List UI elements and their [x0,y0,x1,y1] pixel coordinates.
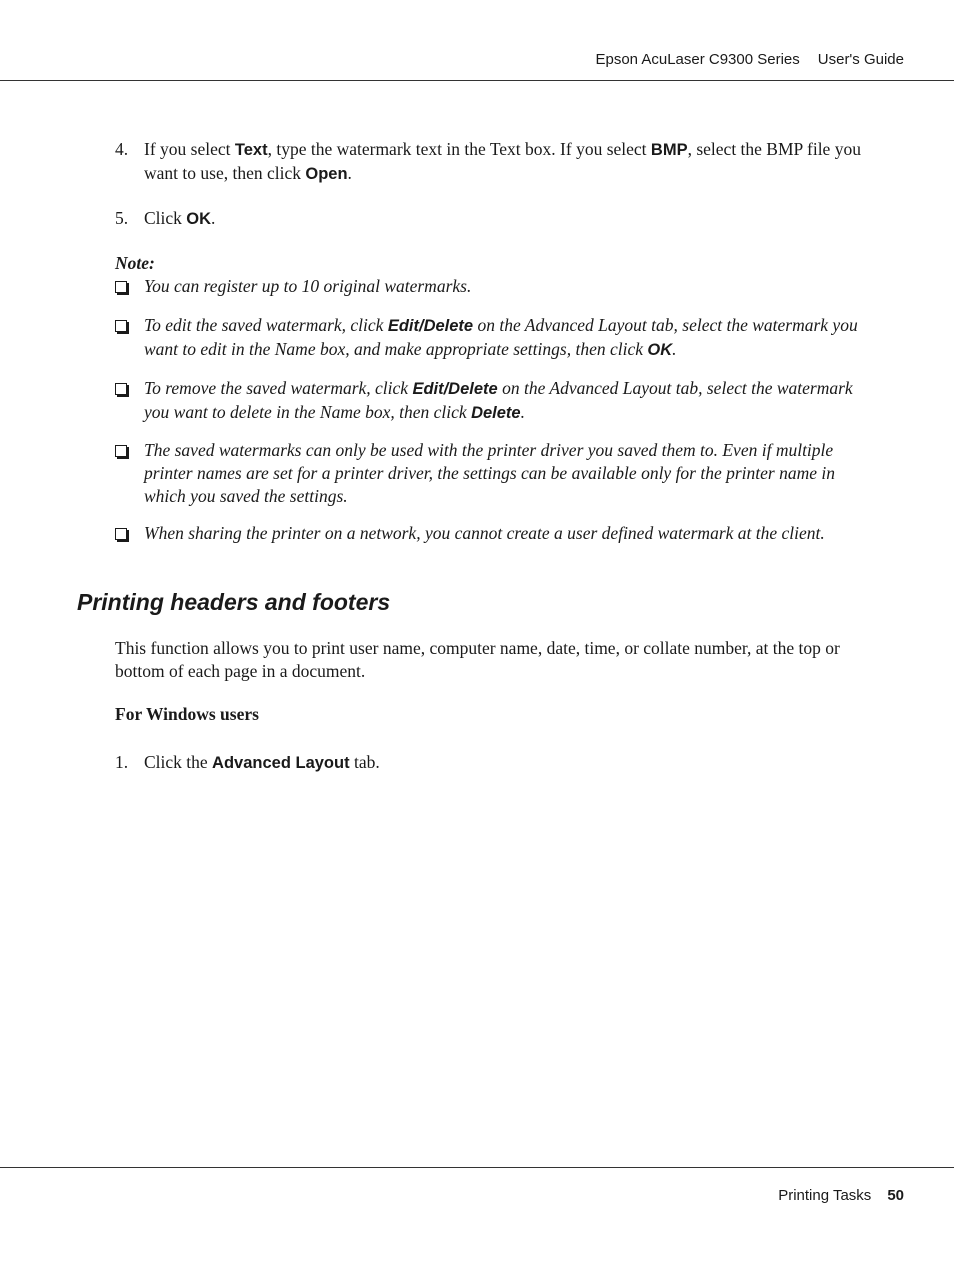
text-run: . [672,339,677,359]
checkbox-bullet-icon [115,281,127,293]
step-1 [115,751,880,775]
header-rule [0,80,954,81]
section-intro: This function allows you to print user name, computer name, date, time, or collate number, at the top or bottom of each page in a document. [115,638,840,681]
checkbox-bullet-icon [115,320,127,332]
note-item [115,275,880,298]
ui-term: BMP [650,141,688,159]
ui-term: Edit/Delete [412,380,498,398]
text-run: Click [144,208,187,228]
text-run: . [520,402,525,422]
text-run: You can register up to 10 original watermarks. [144,276,472,296]
running-footer [778,1187,904,1204]
section-title: Printing headers and footers [77,589,391,615]
text-run: When sharing the printer on a network, you cannot create a user defined watermark at the client. [144,523,825,543]
text-run: , type the watermark text in the Text box. If you select [267,139,651,159]
footer-rule [0,1167,954,1168]
text-run: The saved watermarks can only be used with the printer driver you saved them to. Even if multiple printer names are set for a printer driver, the settings can be available only for the printer name in which you saved the settings. [144,440,836,506]
ui-term: Delete [471,404,521,422]
footer-chapter: Printing Tasks [778,1187,872,1204]
step-4 [115,138,880,186]
note-item [115,314,880,362]
step-text [144,207,880,231]
step-text [144,751,880,775]
ui-term: OK [186,210,212,228]
ui-term: Open [305,165,348,183]
step-text [144,138,880,186]
running-header [595,51,904,68]
note-text [144,314,880,362]
header-guide: User's Guide [817,51,904,68]
text-run: , select the BMP file you want to use, then click [144,139,861,183]
header-product: Epson AcuLaser C9300 Series [595,51,800,68]
ui-term: Edit/Delete [387,317,474,335]
step-number: 5. [115,208,129,228]
ui-term: OK [647,341,673,359]
text-run: on the Advanced Layout tab, select the watermark you want to delete in the Name box, then click [144,378,853,422]
text-run: To remove the saved watermark, click [144,378,413,398]
text-run: tab. [349,752,380,772]
note-item [115,522,880,545]
text-run: . [347,163,352,183]
checkbox-bullet-icon [115,528,127,540]
text-run: To edit the saved watermark, click [144,315,388,335]
ui-term: Text [234,141,268,159]
checkbox-bullet-icon [115,383,127,395]
step-5 [115,207,880,231]
step-number: 4. [115,139,129,159]
text-run: Click the [144,752,213,772]
page-number: 50 [887,1187,904,1204]
note-label: Note: [115,253,155,273]
note-item [115,377,880,425]
subheading: For Windows users [115,704,259,724]
note-text [144,377,880,425]
text-run: on the Advanced Layout tab, select the watermark you want to edit in the Name box, and make appropriate settings, then click [144,315,858,359]
checkbox-bullet-icon [115,445,127,457]
text-run: . [211,208,216,228]
text-run: If you select [144,139,235,159]
note-text [144,275,880,298]
note-text [144,522,880,545]
ui-term: Advanced Layout [212,754,350,772]
note-text [144,439,880,508]
step-number: 1. [115,752,129,772]
note-item [115,439,880,508]
